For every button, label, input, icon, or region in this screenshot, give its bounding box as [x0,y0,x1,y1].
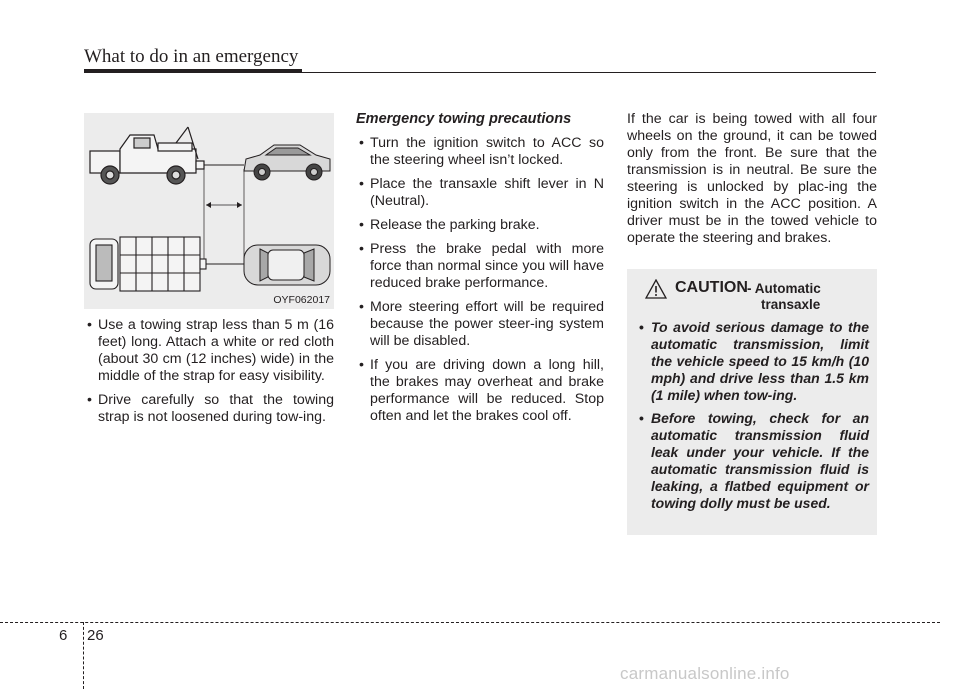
footer-divider [83,622,84,689]
list-item: • Turn the ignition switch to ACC so the steering wheel isn’t locked. [356,135,604,169]
watermark: carmanualsonline.info [620,664,790,683]
list-item: • Before towing, check for an automatic transmission fluid leak under your vehicle. If the automatic transmission fluid is leaking, a flatbed equipment or towing dolly must be used. [637,410,869,512]
list-item: • Release the parking brake. [356,217,604,234]
tow-truck-top-icon [90,237,206,291]
precautions-list [356,135,604,425]
caution-label: CAUTION [675,279,748,296]
towed-car-top-icon [244,245,330,285]
caution-subtitle-line2: transaxle [761,297,821,312]
towed-car-side-icon [244,145,330,180]
list-item: • More steering effort will be required because the power steer-ing system will be disabled. [356,299,604,350]
column-1 [84,317,334,433]
caution-subtitle: - Automatic [747,281,821,296]
warning-triangle-icon [645,279,667,299]
header-rule [84,72,876,73]
column-3 [627,111,877,247]
list-item: • Drive carefully so that the towing strap is not loosened during tow-ing. [84,392,334,426]
chapter-number: 6 [59,627,68,644]
caution-list [637,319,869,518]
four-wheel-towing-paragraph: If the car is being towed with all four wheels on the ground, it can be towed only from the front. Be sure that the transmission is in neutral. Be sure the steering is unlocked by plac-ing the ignition switch in the ACC position. A driver must be in the towed vehicle to operate the steering and brakes. [627,111,877,246]
towing-strap-list [84,317,334,426]
list-item: • Place the transaxle shift lever in N (Neutral). [356,176,604,210]
caution-box [627,269,877,535]
tow-truck-side-icon [90,127,204,184]
page-number: 26 [87,627,104,644]
list-item: • Press the brake pedal with more force than normal since you will have reduced brake performance. [356,241,604,292]
header-title: What to do in an emergency [84,46,299,67]
towing-illustration [84,113,334,309]
section-heading: Emergency towing precautions [356,111,572,127]
list-item: • Use a towing strap less than 5 m (16 feet) long. Attach a white or red cloth (about 30 cm (12 inches) wide) in the middle of the strap for easy visibility. [84,317,334,385]
towing-diagram-svg [84,113,334,309]
footer-rule [0,622,940,623]
column-2 [356,111,604,432]
list-item: • If you are driving down a long hill, the brakes may overheat and brake performance will be reduced. Stop often and let the brakes cool off. [356,357,604,425]
figure-code: OYF062017 [273,294,330,306]
list-item: • To avoid serious damage to the automatic transmission, limit the vehicle speed to 15 km/h (10 mph) and drive less than 1.5 km (1 mile) when tow-ing. [637,319,869,404]
